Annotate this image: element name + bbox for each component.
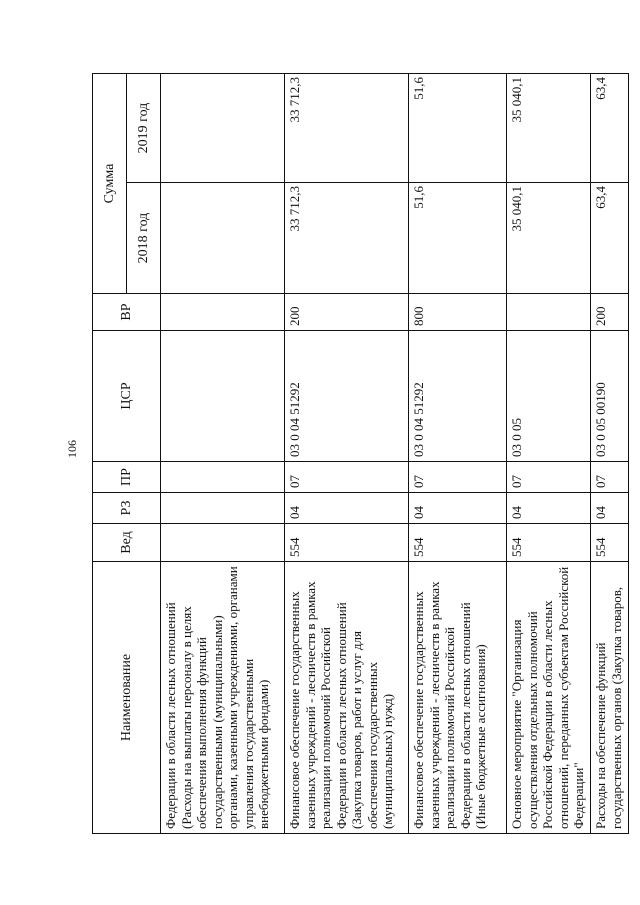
row-vr: 200 <box>285 294 409 331</box>
row-rz: 04 <box>285 493 409 524</box>
table-row <box>591 74 629 834</box>
header-name: Наименование <box>93 562 161 834</box>
row-pr: 07 <box>591 462 629 493</box>
row-rz <box>161 493 285 524</box>
header-rz: РЗ <box>93 493 161 524</box>
row-ved: 554 <box>409 524 507 562</box>
row-vr <box>507 294 591 331</box>
row-csr: 03 0 05 00190 <box>591 331 629 462</box>
row-rz: 04 <box>409 493 507 524</box>
row-rz: 04 <box>591 493 629 524</box>
header-2018: 2018 год <box>127 183 161 294</box>
table-row <box>507 74 591 834</box>
row-2019: 63,4 <box>591 74 629 183</box>
row-name: Федерации в области лесных отношений (Расходы на выплаты персоналу в целях обеспечения выполнения функций государственными (муниципальными) органами, казенными учреждениями, органами управления государственными внебюджетными фондами) <box>161 562 285 834</box>
row-csr <box>161 331 285 462</box>
row-vr: 200 <box>591 294 629 331</box>
row-2019 <box>161 74 285 183</box>
row-csr: 03 0 04 51292 <box>285 331 409 462</box>
page-number: 106 <box>65 440 79 458</box>
table-row <box>161 74 285 834</box>
row-ved: 554 <box>591 524 629 562</box>
table-row <box>409 74 507 834</box>
row-vr <box>161 294 285 331</box>
header-sum: Сумма <box>93 74 127 294</box>
row-2019: 51,6 <box>409 74 507 183</box>
row-pr: 07 <box>409 462 507 493</box>
row-pr <box>161 462 285 493</box>
header-pr: ПР <box>93 462 161 493</box>
row-2018 <box>161 183 285 294</box>
row-name: Расходы на обеспечение функций государственных органов (Закупка товаров, <box>591 562 629 834</box>
row-ved: 554 <box>285 524 409 562</box>
header-ved: Вед <box>93 524 161 562</box>
row-2018: 35 040,1 <box>507 183 591 294</box>
row-rz: 04 <box>507 493 591 524</box>
budget-table-sheet <box>92 74 624 834</box>
row-name: Финансовое обеспечение государственных казенных учреждений - лесничеств в рамках реализации полномочий Российской Федерации в области лесных отношений (Иные бюджетные ассигнования) <box>409 562 507 834</box>
row-pr: 07 <box>507 462 591 493</box>
row-pr: 07 <box>285 462 409 493</box>
row-csr: 03 0 04 51292 <box>409 331 507 462</box>
row-2019: 35 040,1 <box>507 74 591 183</box>
row-2019: 33 712,3 <box>285 74 409 183</box>
row-csr: 03 0 05 <box>507 331 591 462</box>
row-name: Финансовое обеспечение государственных казенных учреждений - лесничеств в рамках реализации полномочий Российской Федерации в области лесных отношений (Закупка товаров, работ и услуг для обеспечения государственных (муниципальных) нужд) <box>285 562 409 834</box>
header-vr: ВР <box>93 294 161 331</box>
row-2018: 33 712,3 <box>285 183 409 294</box>
header-2019: 2019 год <box>127 74 161 183</box>
row-ved <box>161 524 285 562</box>
budget-table <box>92 73 629 834</box>
row-name: Основное мероприятие "Организация осуществления отдельных полномочий Российской Федерации в области лесных отношений, переданных субъектам Российской Федерации" <box>507 562 591 834</box>
row-2018: 51,6 <box>409 183 507 294</box>
table-row <box>285 74 409 834</box>
row-2018: 63,4 <box>591 183 629 294</box>
header-csr: ЦСР <box>93 331 161 462</box>
row-vr: 800 <box>409 294 507 331</box>
row-ved: 554 <box>507 524 591 562</box>
